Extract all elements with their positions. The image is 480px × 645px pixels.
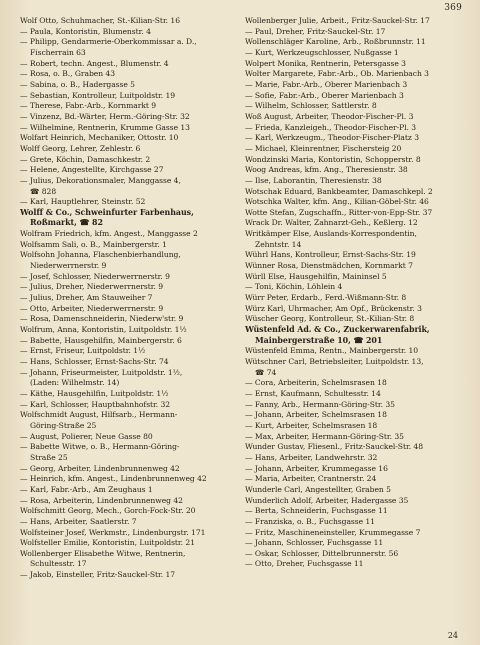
page-number: 369 bbox=[444, 3, 462, 13]
directory-entry: — Wilhelm, Schlosser, Sattlerstr. 8 bbox=[245, 101, 377, 111]
directory-entry: Mainbergerstraße 10, ☎ 201 bbox=[255, 335, 383, 345]
directory-entry: — Karl, Schlosser, Hauptbahnhofstr. 32 bbox=[20, 399, 171, 409]
directory-entry: — Johann, Friseurmeister, Luitpoldstr. 1½, bbox=[20, 367, 183, 377]
directory-entry: — Toni, Köchin, Löhlein 4 bbox=[245, 282, 343, 292]
directory-entry: Straße 25 bbox=[30, 452, 68, 462]
directory-entry: — Frieda, Kanzleigeh., Theodor-Fischer-Pl. 3 bbox=[245, 122, 417, 132]
directory-entry: — Vinzenz, Bd.-Wärter, Herm.-Göring-Str. 32 bbox=[20, 111, 190, 121]
directory-entry: — Johann, Schlosser, Fuchsgasse 11 bbox=[245, 538, 384, 548]
directory-entry: Wüscher Georg, Kontrolleur, St.-Kilian-Str. 8 bbox=[245, 314, 415, 324]
directory-entry: Würll Else, Hausgehilfin, Maininsel 5 bbox=[245, 271, 387, 281]
directory-entry: Wüstenfeld Emma, Rentn., Mainbergerstr. 10 bbox=[245, 346, 419, 356]
directory-entry: Wolfram Friedrich, kfm. Angest., Manggasse 2 bbox=[20, 229, 198, 239]
directory-entry: Wolf Otto, Schuhmacher, St.-Kilian-Str. 16 bbox=[20, 16, 180, 25]
directory-entry: — Maria, Arbeiter, Crantnerstr. 24 bbox=[245, 474, 377, 484]
directory-entry: Wolff Georg, Lehrer, Zehlestr. 6 bbox=[20, 143, 141, 153]
directory-entry: Wolfsohn Johanna, Flaschenbierhandlung, bbox=[20, 250, 181, 260]
directory-entry: — Philipp, Gendarmerie-Oberkommissar a. D., bbox=[20, 37, 197, 47]
directory-entry: — Hans, Arbeiter, Landwehrstr. 32 bbox=[245, 452, 378, 462]
directory-entry: — Karl, Hauptlehrer, Steinstr. 52 bbox=[20, 197, 146, 207]
directory-entry: — Helene, Angestellte, Kirchgasse 27 bbox=[20, 165, 164, 175]
directory-entry: — Marie, Fabr.-Arb., Oberer Marienbach 3 bbox=[245, 79, 408, 89]
directory-entry: Niederwerrnerstr. 9 bbox=[30, 261, 107, 271]
directory-entry: Wolff & Co., Schweinfurter Farbenhaus, bbox=[20, 207, 194, 217]
directory-entry: Wüstenfeld Ad. & Co., Zuckerwarenfabrik, bbox=[245, 325, 430, 335]
directory-entry: — Fritz, Maschineneinsteller, Krummegasse 7 bbox=[245, 527, 421, 537]
directory-entry: — Sebastian, Kontrolleur, Luitpoldstr. 19 bbox=[20, 90, 176, 100]
directory-entry: — Paul, Dreher, Fritz-Sauckel-Str. 17 bbox=[245, 26, 386, 36]
directory-entry: Wührl Hans, Kontrolleur, Ernst-Sachs-Str. 19 bbox=[245, 250, 416, 260]
directory-entry: Woog Andreas, kfm. Ang., Theresienstr. 38 bbox=[245, 165, 408, 175]
directory-entry: Wollenberger Elisabethe Witwe, Rentnerin, bbox=[20, 548, 186, 558]
directory-entry: — Michael, Kleinrentner, Fischersteig 20 bbox=[245, 143, 402, 153]
directory-entry: Wolfschmidt August, Hilfsarb., Hermann- bbox=[20, 410, 178, 420]
directory-entry: Göring-Straße 25 bbox=[30, 420, 97, 430]
directory-entry: — Fanny, Arb., Hermann-Göring-Str. 35 bbox=[245, 399, 395, 409]
directory-entry: Schultesstr. 17 bbox=[30, 559, 87, 569]
directory-entry: — Georg, Arbeiter, Lindenbrunnenweg 42 bbox=[20, 463, 180, 473]
directory-entry: Wunderlich Adolf, Arbeiter, Hadergasse 35 bbox=[245, 495, 409, 505]
directory-entry: — Rosa, Arbeiterin, Lindenbrunnenweg 42 bbox=[20, 495, 183, 505]
directory-entry: ☎ 828 bbox=[30, 186, 57, 196]
directory-entry: Wotschka Walter, kfm. Ang., Kilian-Göbel-Str. 46 bbox=[245, 197, 429, 207]
directory-entry: Wolfart Heinrich, Mechaniker, Ottostr. 10 bbox=[20, 133, 179, 143]
directory-entry: Wollenschläger Karoline, Arb., Roßbrunnstr. 11 bbox=[245, 37, 426, 47]
footer-number: 24 bbox=[447, 631, 458, 640]
directory-entry: — Wilhelmine, Rentnerin, Krumme Gasse 13 bbox=[20, 122, 190, 132]
directory-entry: — Karl, Werkzeugm., Theodor-Fischer-Platz 3 bbox=[245, 133, 419, 143]
directory-entry: Wotte Stefan, Zugschaffn., Ritter-von-Epp-Str. 37 bbox=[245, 207, 433, 217]
directory-entry: — Kurt, Werkzeugschlosser, Nußgasse 1 bbox=[245, 47, 399, 57]
directory-entry: — Franziska, o. B., Fuchsgasse 11 bbox=[245, 516, 375, 526]
directory-entry: — Kurt, Arbeiter, Schelmsrasen 18 bbox=[245, 420, 378, 430]
directory-entry: Würz Karl, Uhrmacher, Am Opf., Brückenstr. 3 bbox=[245, 303, 422, 313]
directory-entry: — Rosa, Damenschneiderin, Niederw'str. 9 bbox=[20, 314, 184, 324]
directory-entry: ☎ 74 bbox=[255, 367, 277, 377]
directory-entry: Wunder Gustav, Fliesenl., Fritz-Sauckel-Str. 48 bbox=[245, 442, 423, 452]
directory-entry: Wolter Margarete, Fabr.-Arb., Ob. Marienbach 3 bbox=[245, 69, 429, 79]
directory-entry: — Otto, Arbeiter, Niederwerrnerstr. 9 bbox=[20, 303, 164, 313]
directory-entry: — Karl, Fabr.-Arb., Am Zeughaus 1 bbox=[20, 484, 153, 494]
directory-entry: — Ernst, Friseur, Luitpoldstr. 1½ bbox=[20, 346, 146, 356]
directory-entry: Wondzinski Maria, Kontoristin, Schopperstr. 8 bbox=[245, 154, 421, 164]
directory-entry: — Käthe, Hausgehilfin, Luitpoldstr. 1½ bbox=[20, 388, 169, 398]
directory-entry: Wolpert Monika, Rentnerin, Petersgasse 3 bbox=[245, 58, 406, 68]
directory-entry: — Therese, Fabr.-Arb., Kornmarkt 9 bbox=[20, 101, 157, 111]
directory-entry: — Grete, Köchin, Damaschkestr. 2 bbox=[20, 154, 151, 164]
directory-entry: Woß August, Arbeiter, Theodor-Fischer-Pl. 3 bbox=[245, 111, 414, 121]
directory-entry: Wolfsteiner Josef, Werkmstr., Lindenburgstr. 171 bbox=[20, 527, 206, 537]
directory-entry: Writkämper Else, Auslands-Korrespondentin, bbox=[245, 229, 417, 239]
directory-entry: Wolfschmitt Georg, Mech., Gorch-Fock-Str. 20 bbox=[20, 506, 196, 516]
right-column bbox=[245, 16, 462, 570]
directory-entry: — Cora, Arbeiterin, Schelmsrasen 18 bbox=[245, 378, 387, 388]
directory-entry: — Julius, Dekorationsmaler, Manggasse 4, bbox=[20, 175, 181, 185]
directory-entry: Roßmarkt, ☎ 82 bbox=[30, 218, 103, 228]
directory-entry: (Laden: Wilhelmstr. 14) bbox=[30, 378, 120, 388]
directory-entry: — Hans, Schlosser, Ernst-Sachs-Str. 74 bbox=[20, 357, 169, 366]
directory-entry: — Johann, Arbeiter, Schelmsrasen 18 bbox=[245, 410, 387, 420]
directory-entry: Wolfsteller Emilie, Kontoristin, Luitpoldstr. 21 bbox=[20, 538, 195, 548]
directory-entry: — Josef, Schlosser, Niederwerrnerstr. 9 bbox=[20, 271, 170, 281]
directory-entry: — Johann, Arbeiter, Krummegasse 16 bbox=[245, 463, 388, 473]
directory-entry: — Otto, Dreher, Fuchsgasse 11 bbox=[245, 559, 364, 569]
directory-entry: — Hans, Arbeiter, Saatlerstr. 7 bbox=[20, 516, 137, 526]
directory-entry: — Robert, techn. Angest., Blumenstr. 4 bbox=[20, 58, 169, 68]
directory-entry: — Oskar, Schlosser, Dittelbrunnerstr. 56 bbox=[245, 548, 399, 558]
directory-entry: — August, Polierer, Neue Gasse 80 bbox=[20, 431, 153, 441]
directory-entry: — Max, Arbeiter, Hermann-Göring-Str. 35 bbox=[245, 431, 404, 441]
directory-entry: Würr Peter, Erdarb., Ferd.-Wißmann-Str. 8 bbox=[245, 293, 407, 303]
directory-entry: — Berta, Schneiderin, Fuchsgasse 11 bbox=[245, 506, 388, 516]
directory-entry: — Rosa, o. B., Graben 43 bbox=[20, 69, 115, 79]
directory-entry: — Babette Witwe, o. B., Hermann-Göring- bbox=[20, 442, 180, 452]
directory-entry: Wütschner Carl, Betriebsleiter, Luitpoldstr. 13, bbox=[245, 357, 424, 366]
directory-entry: Zehntstr. 14 bbox=[255, 239, 302, 249]
directory-entry: Wollenberger Julie, Arbeit., Fritz-Sauckel-Str. 17 bbox=[245, 16, 430, 25]
directory-entry: — Julius, Dreher, Niederwerrnerstr. 9 bbox=[20, 282, 164, 292]
directory-entry: — Ernst, Kaufmann, Schultesstr. 14 bbox=[245, 388, 381, 398]
directory-entry: Wünner Rosa, Dienstmädchen, Kornmarkt 7 bbox=[245, 261, 413, 271]
directory-entry: — Paula, Kontoristin, Blumenstr. 4 bbox=[20, 26, 151, 36]
directory-entry: — Heinrich, kfm. Angest., Lindenbrunnenweg 42 bbox=[20, 474, 207, 484]
directory-entry: Fischerrain 63 bbox=[30, 47, 86, 57]
directory-entry: — Sofie, Fabr.-Arb., Oberer Marienbach 3 bbox=[245, 90, 404, 100]
directory-entry: Wolfsamm Sali, o. B., Mainbergerstr. 1 bbox=[20, 239, 167, 249]
directory-entry: — Babette, Hausgehilfin, Mainbergerstr. 6 bbox=[20, 335, 182, 345]
directory-entry: — Ilse, Laborantin, Theresienstr. 38 bbox=[245, 175, 382, 185]
directory-entry: Wolfrum, Anna, Kontoristin, Luitpoldstr. 1½ bbox=[20, 325, 187, 335]
left-column bbox=[20, 16, 237, 581]
directory-entry: — Julius, Dreher, Am Stauweiher 7 bbox=[20, 293, 153, 303]
directory-entry: Wotschak Eduard, Bankbeamter, Damaschkepl. 2 bbox=[245, 186, 433, 196]
directory-entry: Wunderle Carl, Angestellter, Graben 5 bbox=[245, 484, 391, 494]
directory-entry: Wrack Dr. Walter, Zahnarzt-Geh., Keßlerg. 12 bbox=[245, 218, 418, 228]
directory-entry: — Sabina, o. B., Hadergasse 5 bbox=[20, 79, 135, 89]
directory-entry: — Jakob, Einsteller, Fritz-Sauckel-Str. 17 bbox=[20, 570, 176, 580]
